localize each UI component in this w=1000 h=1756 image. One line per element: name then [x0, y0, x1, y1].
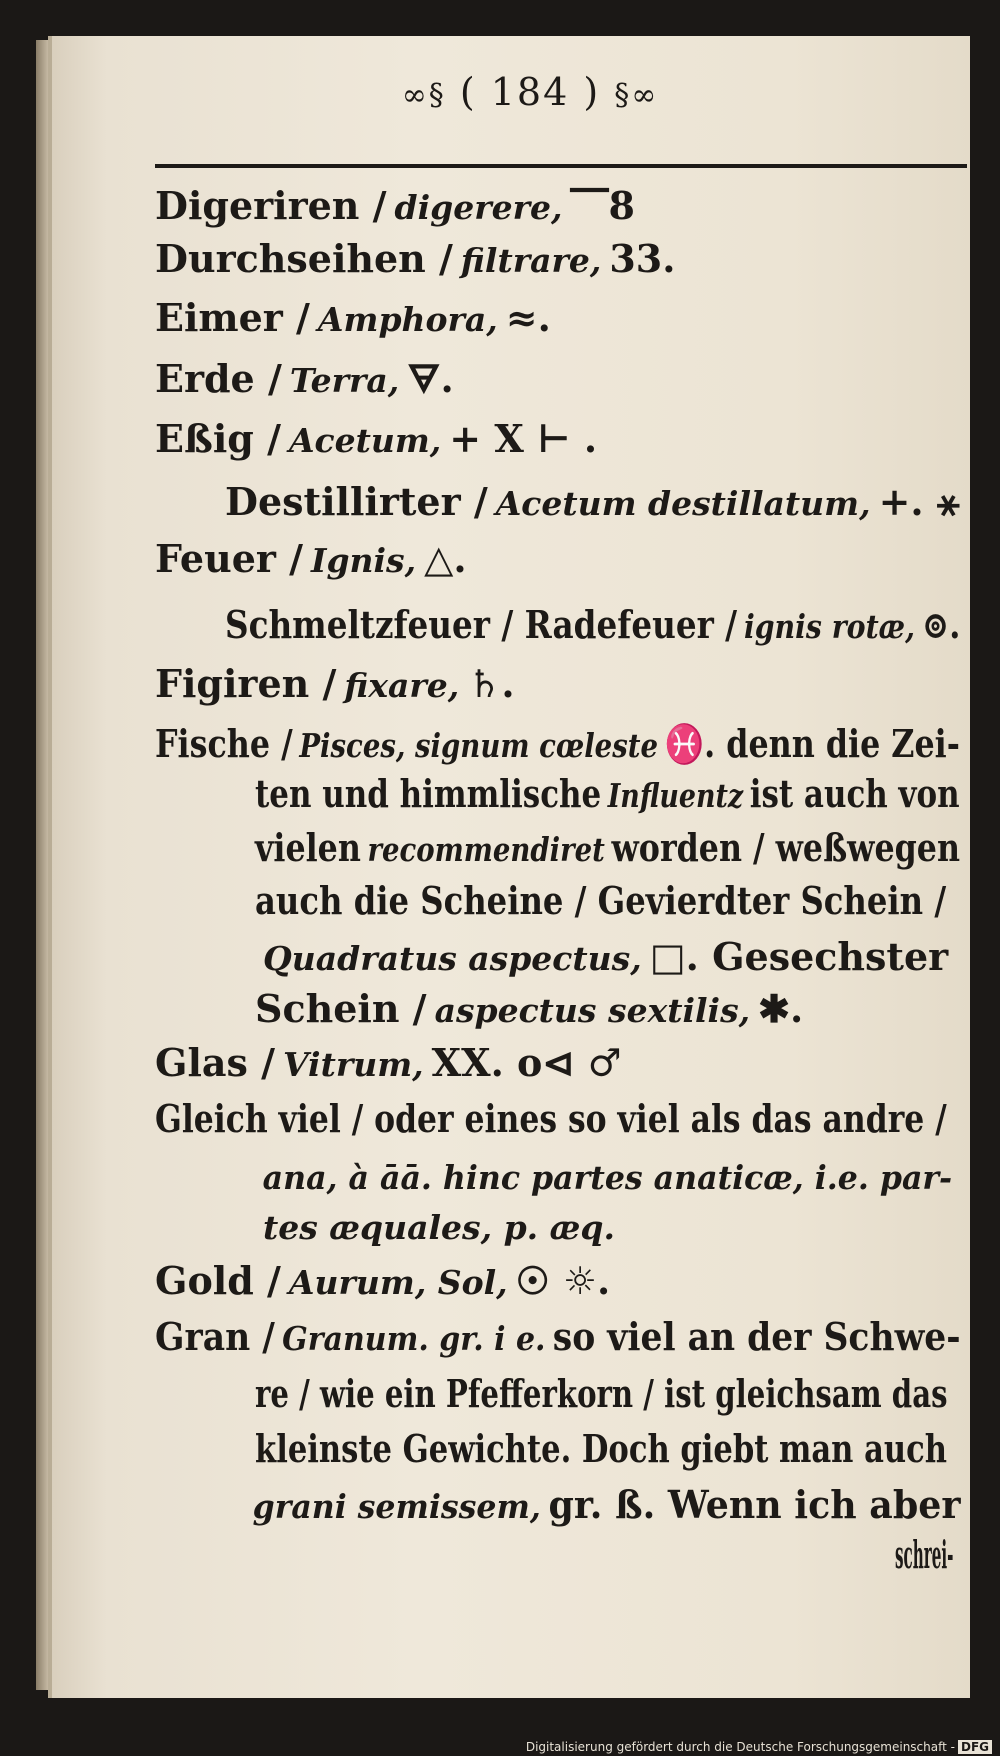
german-text: vielen [255, 825, 361, 870]
text-line [255, 1371, 960, 1416]
symbol-text: △. [424, 536, 467, 581]
german-text: Feuer / [155, 536, 304, 581]
text-line [155, 1258, 611, 1303]
symbol-text: XX. o⊲ ♂ [431, 1040, 622, 1085]
symbol-text: □. Gesechster [649, 934, 949, 979]
text-line [155, 295, 551, 340]
german-text: schrei- [895, 1532, 954, 1577]
latin-text: fixare, [344, 666, 460, 705]
symbol-text: gr. ß. Wenn ich aber [548, 1482, 961, 1527]
latin-text: filtrare, [460, 241, 602, 280]
latin-text: Acetum destillatum, [495, 484, 871, 523]
footer-credit [526, 1740, 992, 1754]
symbol-text: ⊚. [921, 602, 961, 647]
latin-text: Pisces, signum cœleste [299, 726, 658, 765]
german-text: kleinste Gewichte. Doch giebt man auch [255, 1426, 947, 1471]
text-line [155, 721, 960, 766]
text-line [255, 934, 949, 979]
text-line [155, 416, 598, 461]
german-text: Glas / [155, 1040, 276, 1085]
latin-text: grani semissem, [252, 1487, 541, 1526]
text-line [255, 1157, 960, 1195]
latin-text: Terra, [289, 361, 400, 400]
text-line [155, 183, 635, 228]
page-number: ( 184 ) [459, 70, 601, 114]
german-text: Schmeltzfeuer / Radefeuer / [225, 602, 738, 647]
symbol-text: ≈. [505, 295, 551, 340]
latin-text: Acetum, [288, 421, 442, 460]
german-text: Erde / [155, 356, 282, 401]
latin-text: Granum. gr. i e. [282, 1319, 546, 1358]
text-line [155, 1314, 961, 1359]
symbol-text: 🜃. [407, 356, 454, 401]
german-text: ten und himmlische [255, 771, 602, 816]
text-line [895, 1532, 960, 1577]
symbol-text: + X ⊢ . [449, 416, 598, 461]
german-text: Gold / [155, 1258, 281, 1303]
latin-text: Ignis, [311, 541, 417, 580]
symbol-text: 33. [609, 236, 676, 281]
left-ornament: ∞§ [401, 78, 446, 113]
text-line [255, 878, 960, 923]
latin-text: Influentz [607, 776, 744, 815]
symbol-text: ✱. [758, 986, 804, 1031]
latin-text: aspectus sextilis, [434, 991, 751, 1030]
symbol-text: ♓. denn die Zei- [664, 721, 960, 766]
text-line [155, 536, 467, 581]
text-line [155, 236, 676, 281]
latin-text: recommendiret [367, 830, 605, 869]
symbol-text: +. ⚹ [878, 479, 960, 524]
text-line [155, 1096, 960, 1141]
text-line [225, 602, 961, 647]
german-text: Fische / [155, 721, 293, 766]
symbol-text: ist auch von [749, 771, 960, 816]
text-line [245, 1482, 961, 1527]
german-text: re / wie ein Pfefferkorn / ist gleichsam das [255, 1371, 948, 1416]
german-text: Destillirter / [225, 479, 488, 524]
text-line [155, 356, 454, 401]
german-text: Figiren / [155, 661, 337, 706]
symbol-text: ⎺8 [570, 183, 635, 228]
symbol-text: ☉ ☼. [515, 1258, 611, 1303]
text-line [255, 986, 804, 1031]
text-line [225, 479, 960, 524]
symbol-text: so viel an der Schwe- [552, 1314, 961, 1359]
german-text: Gleich viel / oder eines so viel als das andre / [155, 1096, 947, 1141]
latin-text: digerere, [394, 188, 563, 227]
latin-text: Aurum, Sol, [288, 1263, 508, 1302]
text-line [155, 1040, 622, 1085]
latin-text: tes æquales, p. æq. [263, 1208, 615, 1247]
text-line [255, 1426, 960, 1471]
text-line [155, 661, 515, 706]
footer-text: Digitalisierung gefördert durch die Deutsche Forschungsgemeinschaft - [525, 1740, 955, 1754]
text-line [255, 1207, 623, 1245]
latin-text: Vitrum, [283, 1045, 424, 1084]
latin-text: Amphora, [317, 300, 498, 339]
german-text: Durchseihen / [155, 236, 453, 281]
german-text: Eßig / [155, 416, 281, 461]
page-header [100, 70, 960, 114]
text-line [255, 825, 960, 870]
dfg-logo: DFG [958, 1740, 992, 1754]
text-line [255, 771, 960, 816]
latin-text: ana, à āā. hinc partes anaticæ, i.e. par- [262, 1158, 953, 1197]
header-rule [155, 164, 967, 168]
german-text: Eimer / [155, 295, 310, 340]
symbol-text: worden / weßwegen [611, 825, 960, 870]
symbol-text: ♄. [467, 661, 515, 706]
german-text: Digeriren / [155, 183, 387, 228]
latin-text: Quadratus aspectus, [263, 939, 642, 978]
german-text: auch die Scheine / Gevierdter Schein / [255, 878, 947, 923]
german-text: Schein / [255, 986, 427, 1031]
german-text: Gran / [155, 1314, 275, 1359]
right-ornament: §∞ [614, 78, 659, 113]
latin-text: ignis rotæ, [743, 607, 915, 646]
